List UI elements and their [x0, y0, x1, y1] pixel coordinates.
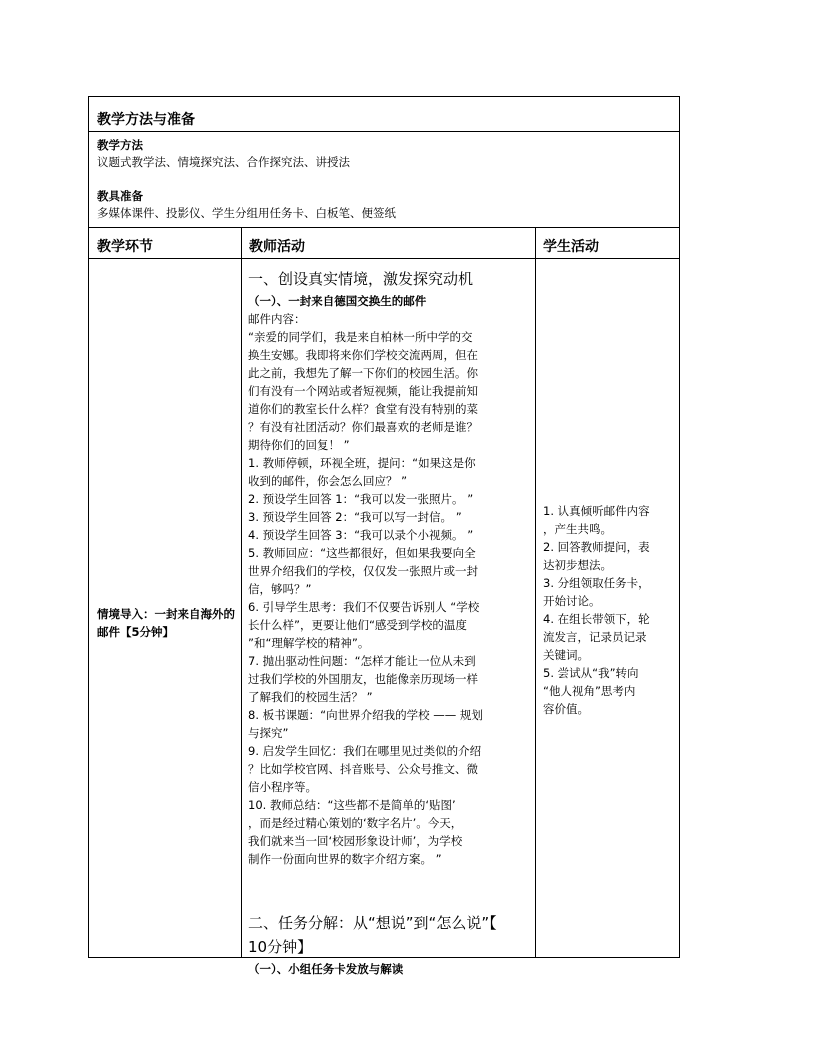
student-activity [543, 502, 671, 718]
text-line: 制作一份面向世界的数字介绍方案。 ” [248, 852, 442, 866]
text-line: 我们就来当一回‘校园形象设计师’，为学校 [248, 834, 463, 848]
text-line: ？有没有社团活动？你们最喜欢的老师是谁？ [248, 420, 478, 434]
text-line: 道你们的教室长什么样？食堂有没有特别的菜 [248, 402, 478, 416]
text-line: 信小程序等。 [248, 780, 317, 794]
part2-title: 二、任务分解：从“想说”到“怎么说”【 [248, 914, 497, 932]
text-line: 7. 抛出驱动性问题：“怎样才能让一位从未到 [248, 654, 476, 668]
text-line: 10. 教师总结：“这些都不是简单的‘贴图’ [248, 798, 456, 812]
text-line: 过我们学校的外国朋友，也能像亲历现场一样 [248, 672, 478, 686]
text-line: 世界介绍我们的学校，仅仅发一张照片或一封 [248, 564, 478, 578]
part1-title: 一、创设真实情境，激发探究动机 [248, 270, 474, 288]
text-line: 2. 回答教师提问，表 [543, 540, 650, 554]
method-text: 议题式教学法、情境探究法、合作探究法、讲授法 [97, 155, 350, 169]
text-line: 期待你们的回复！ ” [248, 438, 350, 452]
text-line: ？比如学校官网、抖音账号、公众号推文、微 [248, 762, 478, 776]
text-line: 容价值。 [543, 702, 589, 716]
text-line: 信，够吗？” [248, 582, 312, 596]
stage-label: 情境导入：一封来自海外的邮件【5分钟】 [97, 607, 235, 639]
text-line: 6. 引导学生思考：我们不仅要告诉别人 “学校 [248, 600, 480, 614]
part2-title-cont: 10分钟】 [248, 938, 313, 956]
header-stage: 教学环节 [97, 239, 153, 255]
divider [89, 131, 679, 132]
header-student: 学生活动 [543, 239, 599, 255]
text-line: 了解我们的校园生活？ ” [248, 690, 373, 704]
text-line: 换生安娜。我即将来你们学校交流两周，但在 [248, 348, 478, 362]
text-line: ，而是经过精心策划的‘数字名片’。今天， [248, 816, 463, 830]
text-line: 流发言，记录员记录 [543, 630, 647, 644]
header-teacher: 教师活动 [249, 239, 305, 255]
text-line: 4. 在组长带领下，轮 [543, 612, 650, 626]
text-line: 8. 板书课题：“向世界介绍我的学校 —— 规划 [248, 708, 483, 722]
text-line: 3. 预设学生回答 2：“我可以写一封信。 ” [248, 510, 462, 524]
lesson-plan-table [88, 96, 680, 976]
text-line: 开始讨论。 [543, 594, 601, 608]
teacher-activity [248, 268, 510, 978]
divider [89, 258, 679, 259]
text-line: 9. 启发学生回忆：我们在哪里见过类似的介绍 [248, 744, 482, 758]
part2-subtitle: （一）、小组任务卡发放与解读 [248, 962, 404, 976]
text-line: ，产生共鸣。 [543, 522, 612, 536]
method-heading: 教学方法 [97, 138, 143, 152]
text-line: 5. 教师回应：“这些都很好，但如果我要向全 [248, 546, 476, 560]
text-line: 们有没有一个网站或者短视频，能让我提前知 [248, 384, 478, 398]
divider [89, 227, 679, 228]
section-title: 教学方法与准备 [97, 112, 195, 128]
part1-subtitle: （一）、一封来自德国交换生的邮件 [248, 294, 427, 308]
text-line: 3. 分组领取任务卡， [543, 576, 650, 590]
tools-text: 多媒体课件、投影仪、学生分组用任务卡、白板笔、便签纸 [97, 206, 396, 220]
text-line: 与探究” [248, 726, 289, 740]
text-line: 此之前，我想先了解一下你们的校园生活。你 [248, 366, 478, 380]
text-line: 2. 预设学生回答 1：“我可以发一张照片。 ” [248, 492, 474, 506]
text-line: 5. 尝试从“我”转向 [543, 666, 639, 680]
text-line: 1. 认真倾听邮件内容 [543, 504, 650, 518]
text-line: “亲爱的同学们，我是来自柏林一所中学的交 [248, 330, 473, 344]
text-line: 1. 教师停顿，环视全班，提问：“如果这是你 [248, 456, 476, 470]
column-divider [241, 227, 242, 958]
text-line: 达初步想法。 [543, 558, 612, 572]
text-line: 关键词。 [543, 648, 589, 662]
text-line: 长什么样”，更要让他们“感受到学校的温度 [248, 618, 467, 632]
text-line: ”和“理解学校的精神”。 [248, 636, 370, 650]
text-line: 收到的邮件，你会怎么回应？ ” [248, 474, 408, 488]
text-line: “他人视角”思考内 [543, 684, 636, 698]
tools-heading: 教具准备 [97, 189, 143, 203]
mail-label: 邮件内容： [248, 312, 306, 326]
column-divider [535, 227, 536, 958]
text-line: 4. 预设学生回答 3：“我可以录个小视频。 ” [248, 528, 474, 542]
